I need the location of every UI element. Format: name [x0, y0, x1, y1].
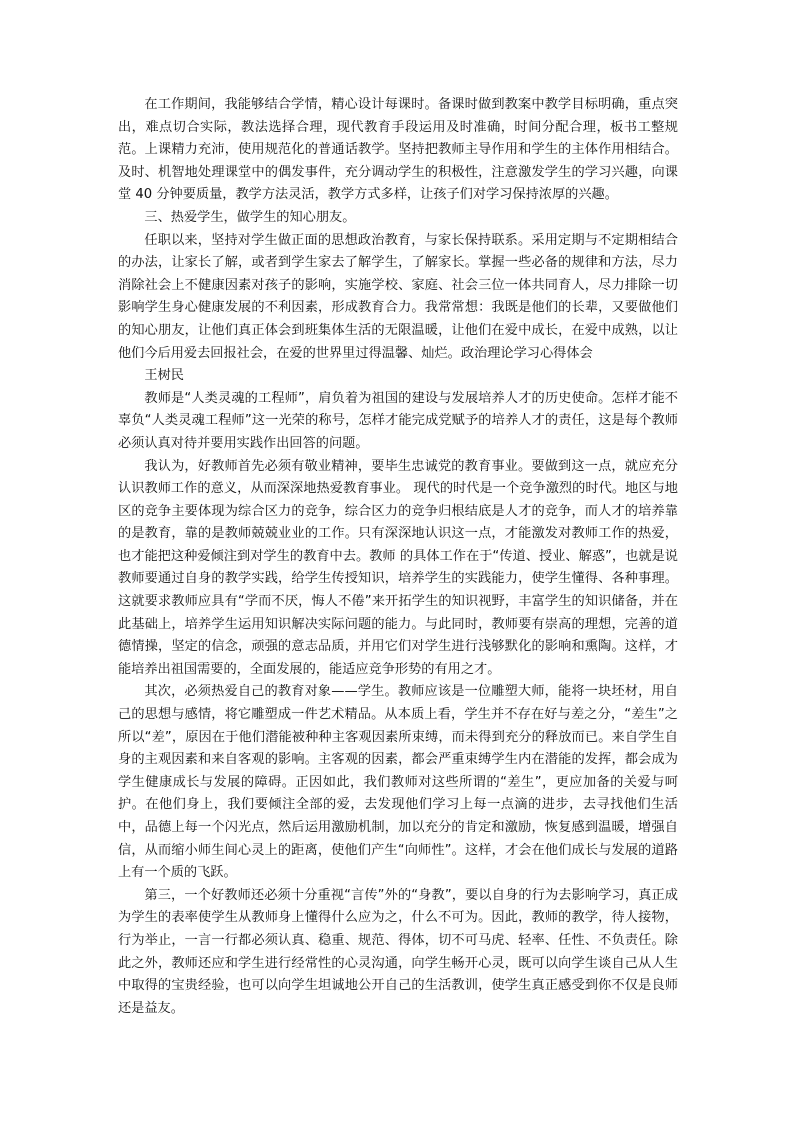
paragraph-dedication: 我认为，好教师首先必须有敬业精神，要毕生忠诚党的教育事业。要做到这一点，就应充分认识教师工作的意义，从而深深地热爱教育事业。 现代的时代是一个竞争激烈的时代。地区与地区的竞争主要体现为综合区力的竞争，综合区力的竞争归根结底是人才的竞争，而人才的培养靠的是教育，靠的是教师兢兢业业的工作。只有深深地认识这一点，才能激发对教师工作的热爱，也才能把这种爱倾注到对学生的教育中去。教师 的具体工作在于“传道、授业、解惑”，也就是说教师要通过自身的教学实践，给学生传授知识，培养学生的实践能力，使学生懂得、各种事理。这就要求教师应具有“学而不厌，悔人不倦”来开拓学生的知识视野，丰富学生的知识储备，并在此基础上，培养学生运用知识解决实际问题的能力。与此同时，教师要有崇高的理想，完善的道德情操，坚定的信念，顽强的意志品质，并用它们对学生进行浅够默化的影响和熏陶。这样，才能培养出祖国需要的，全面发展的，能适应竞争形势的有用之才。: [118, 458, 678, 677]
author-name: 王树民: [144, 368, 184, 384]
paragraph-parent-contact: 任职以来，坚持对学生做正面的思想政治教育，与家长保持联系。采用定期与不定期相结合的办法，让家长了解，或者到学生家去了解学生，了解家长。掌握一些必备的规律和方法，尽力消除社会上不健康因素对孩子的影响，实施学校、家庭、社会三位一体共同育人，尽力排除一切影响学生身心健康发展的不利因素，形成教育合力。我常常想：我既是他们的长辈，又要做他们的知心朋友，让他们真正体会到班集体生活的无限温暖，让他们在爱中成长，在爱中成熟，以让他们今后用爱去回报社会，在爱的世界里过得温馨、灿烂。政治理论学习心得体会: [118, 232, 678, 361]
paragraph-love-students: 其次，必须热爱自己的教育对象——学生。教师应该是一位雕塑大师，能将一块坯材，用自己的思想与感情，将它雕塑成一件艺术精品。从本质上看，学生并不存在好与差之分，“差生”之所以“差”，原因在于他们潜能被种种主客观因素所束缚，而未得到充分的释放而已。来自学生自身的主观因素和来自客观的影响。主客观的因素，都会严重束缚学生内在潜能的发挥，都会成为学生健康成长与发展的障碍。正因如此，我们教师对这些所谓的“差生”，更应加备的关爱与呵护。在他们身上，我们要倾注全部的爱，去发现他们学习上每一点滴的进步，去寻找他们生活中，品德上每一个闪光点，然后运用激励机制，加以充分的肯定和激励，恢复感到温暖，增强自信，从而缩小师生间心灵上的距离，使他们产生“向师性”。这样，才会在他们成长与发展的道路上有一个质的飞跃。: [118, 684, 678, 881]
document-body: [118, 94, 678, 1020]
section-heading-love-students: 三、热爱学生，做学生的知心朋友。: [144, 209, 356, 225]
paragraph-lead-by-example: 第三，一个好教师还必须十分重视“言传”外的“身教”，要以自身的行为去影响学习，真正成为学生的表率使学生从教师身上懂得什么应为之，什么不可为。因此，教师的教学，待人接物，行为举止，一言一行都必须认真、稳重、规范、得体，切不可马虎、轻率、任性、不负责任。除此之外，教师还应和学生进行经常性的心灵沟通，向学生畅开心灵，既可以向学生谈自己从人生中取得的宝贵经验，也可以向学生坦诚地公开自己的生活教训，使学生真正感受到你不仅是良师还是益友。: [118, 887, 678, 1016]
paragraph-teacher-mission: 教师是“人类灵魂的工程师”，肩负着为祖国的建设与发展培养人才的历史使命。怎样才能不辜负“人类灵魂工程师”这一光荣的称号，怎样才能完成党赋予的培养人才的责任，这是每个教师必须认真对待并要用实践作出回答的问题。: [118, 390, 678, 451]
paragraph-lesson-preparation: 在工作期间，我能够结合学情，精心设计每课时。备课时做到教案中教学目标明确，重点突出，难点切合实际，教法选择合理，现代教育手段运用及时准确，时间分配合理，板书工整规范。上课精力充沛，使用规范化的普通话教学。坚持把教师主导作用和学生的主体作用相结合。及时、机智地处理课堂中的偶发事件，充分调动学生的积极性，注意激发学生的学习兴趣，向课堂 40 分钟要质量，教学方法灵活，教学方式多样，让孩子们对学习保持浓厚的兴趣。: [118, 97, 678, 203]
